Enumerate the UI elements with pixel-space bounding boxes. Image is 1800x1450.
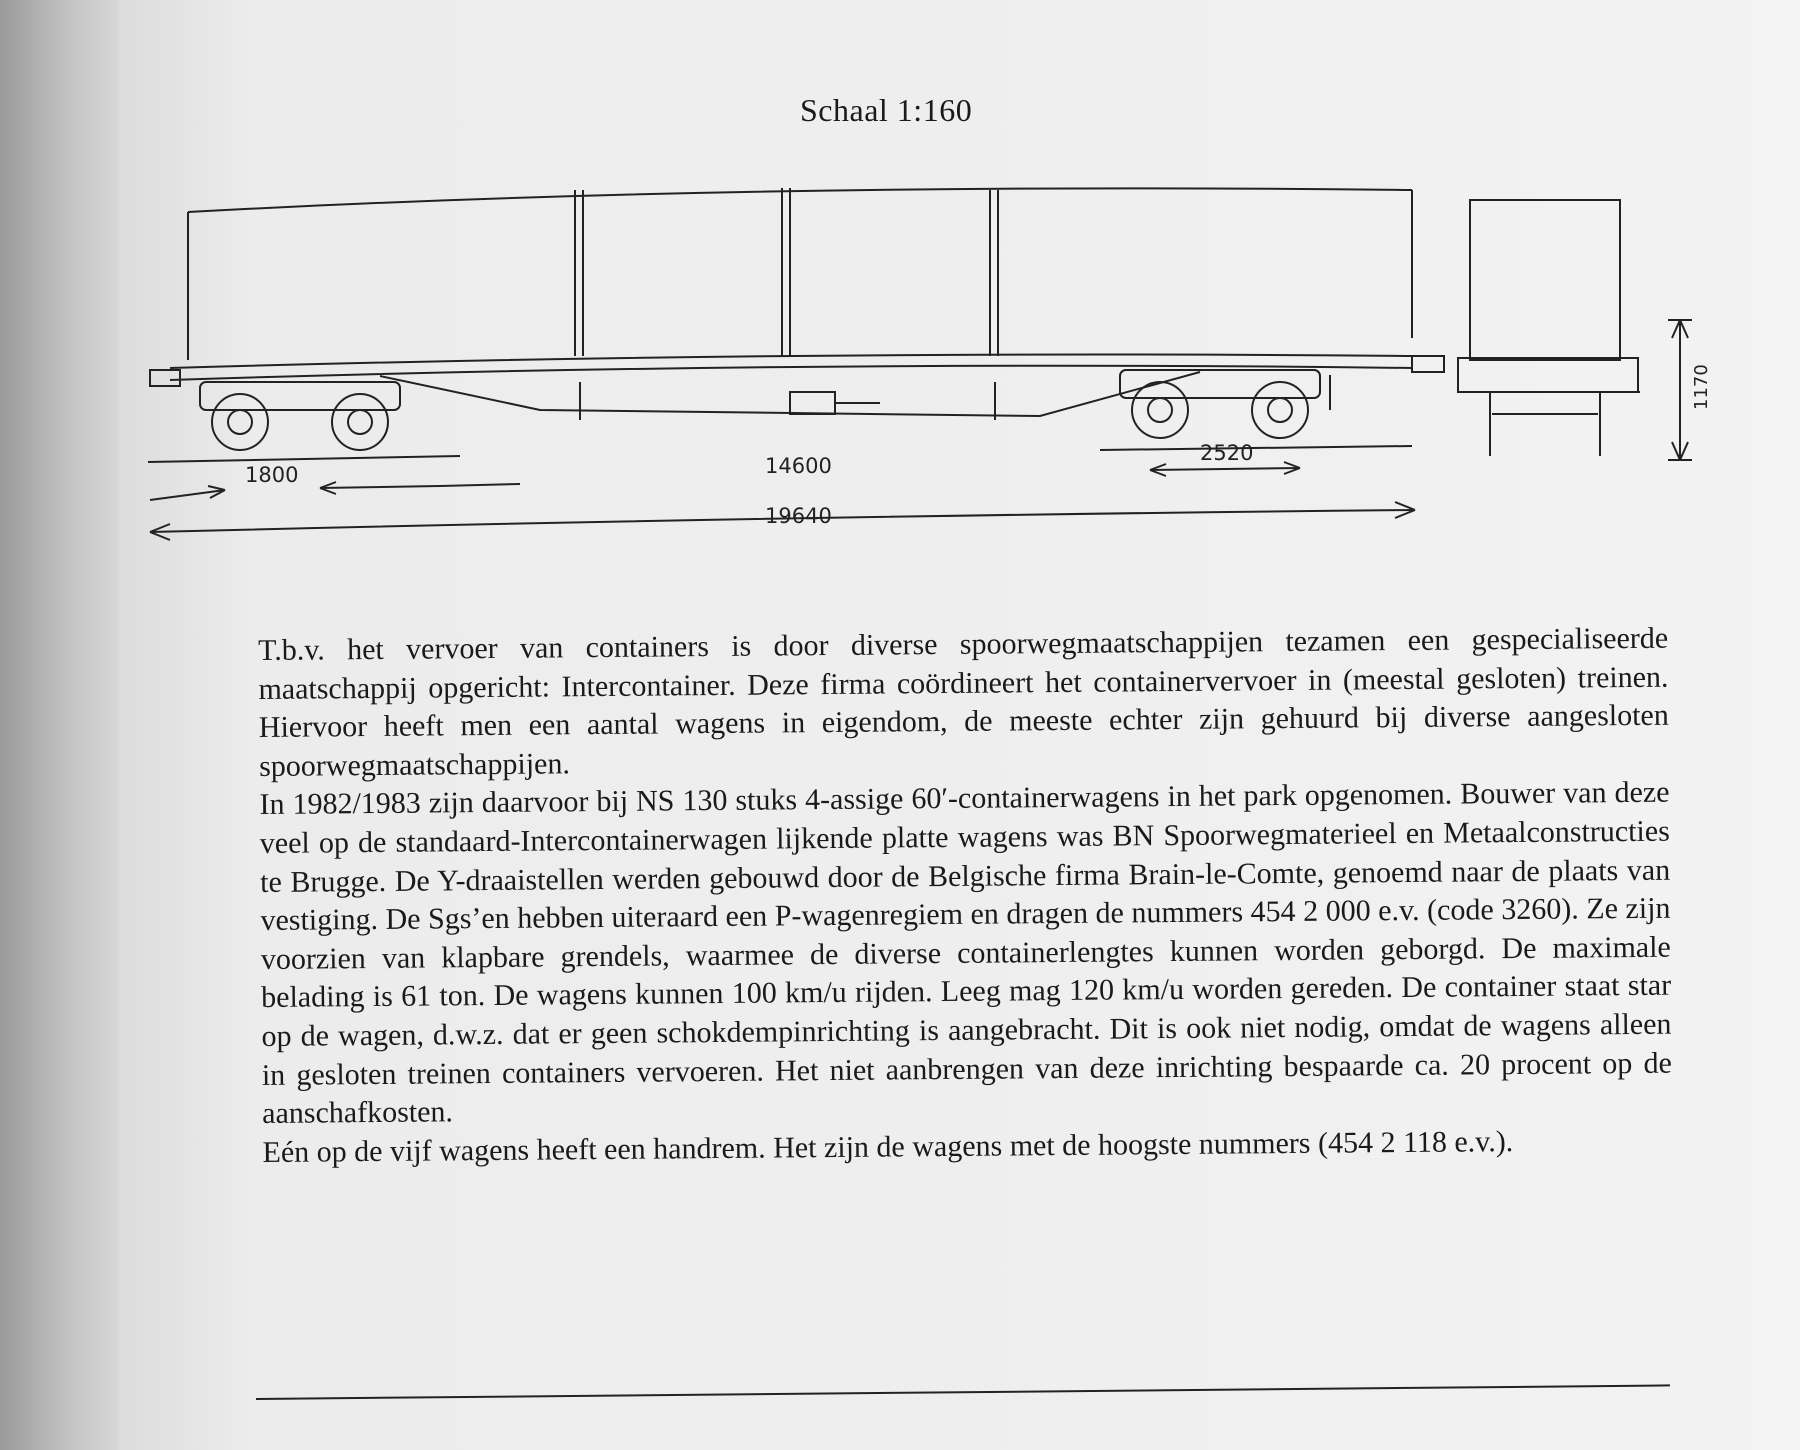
body-text [258,620,1673,1173]
rail-left [148,456,460,462]
end-view-frame [1458,358,1638,392]
paragraph-3: Eén op de vijf wagens heeft een handrem. Het zijn de wagens met de hoogste nummers (454 2 118 e.v.). [262,1124,1514,1169]
dim-1170: 1170 [1691,364,1712,410]
deck-bottom [170,366,1412,380]
paragraph-1: T.b.v. het vervoer van containers is door diverse spoorwegmaatschappijen tezamen een gespecialiseerde maatschappij opgericht: Intercontainer. Deze firma coördineert het containervervoer in (meestal gesloten) treinen. Hiervoor heeft men een aantal wagens in eigendom, de meeste echter zijn gehuurd bij diverse aangesloten spoorwegmaatschappijen. [258,621,1669,783]
container-roof [188,188,1412,212]
wheel-4 [1252,382,1308,438]
rail-right [1100,446,1412,450]
dim-2520: 2520 [1200,441,1254,465]
brake-cylinder [790,392,835,414]
wagon-svg [140,160,1760,580]
wheel-3 [1132,382,1188,438]
wheel-2 [332,394,388,450]
dim-line-2520 [1150,468,1300,470]
dim-14600: 14600 [765,454,832,478]
dim-line-1800-right [320,486,440,488]
dim-1800: 1800 [245,463,299,487]
buffer-right [1412,356,1444,372]
paragraph-2: In 1982/1983 zijn daarvoor bij NS 130 stuks 4-assige 60′-containerwagens in het park opgenomen. Bouwer van deze veel op de standaard-Intercontainerwagen lijkende platte wagens was BN Spoorwegmaterieel en Metaalconstructies te Brugge. De Y-draaistellen werden gebouwd door de Belgische firma Brain-le-Comte, genoemd naar de plaats van vestiging. De Sgs’en hebben uiteraard een P-wagenregiem en dragen de nummers 454 2 000 e.v. (code 3260). Ze zijn voorzien van klapbare grendels, waarmee de diverse containerlengtes kunnen worden geborgd. De maximale belading is 61 ton. De wagens kunnen 100 km/u rijden. Leeg mag 120 km/u worden gereden. De container staat star op de wagen, d.w.z. dat er geen schokdempinrichting is aangebracht. Dit is ook niet nodig, omdat de wagens alleen in gesloten treinen containers vervoeren. Het niet aanbrengen van deze inrichting bespaarde ca. 20 procent op de aanschafkosten. [259,776,1672,1131]
book-gutter [0,0,118,1450]
scale-title: Schaal 1:160 [800,92,973,128]
end-view-container [1470,200,1620,360]
dim-19640: 19640 [765,504,832,528]
buffer-left [150,370,180,386]
container-wagon-drawing [140,160,1760,580]
wheel-1 [212,394,268,450]
